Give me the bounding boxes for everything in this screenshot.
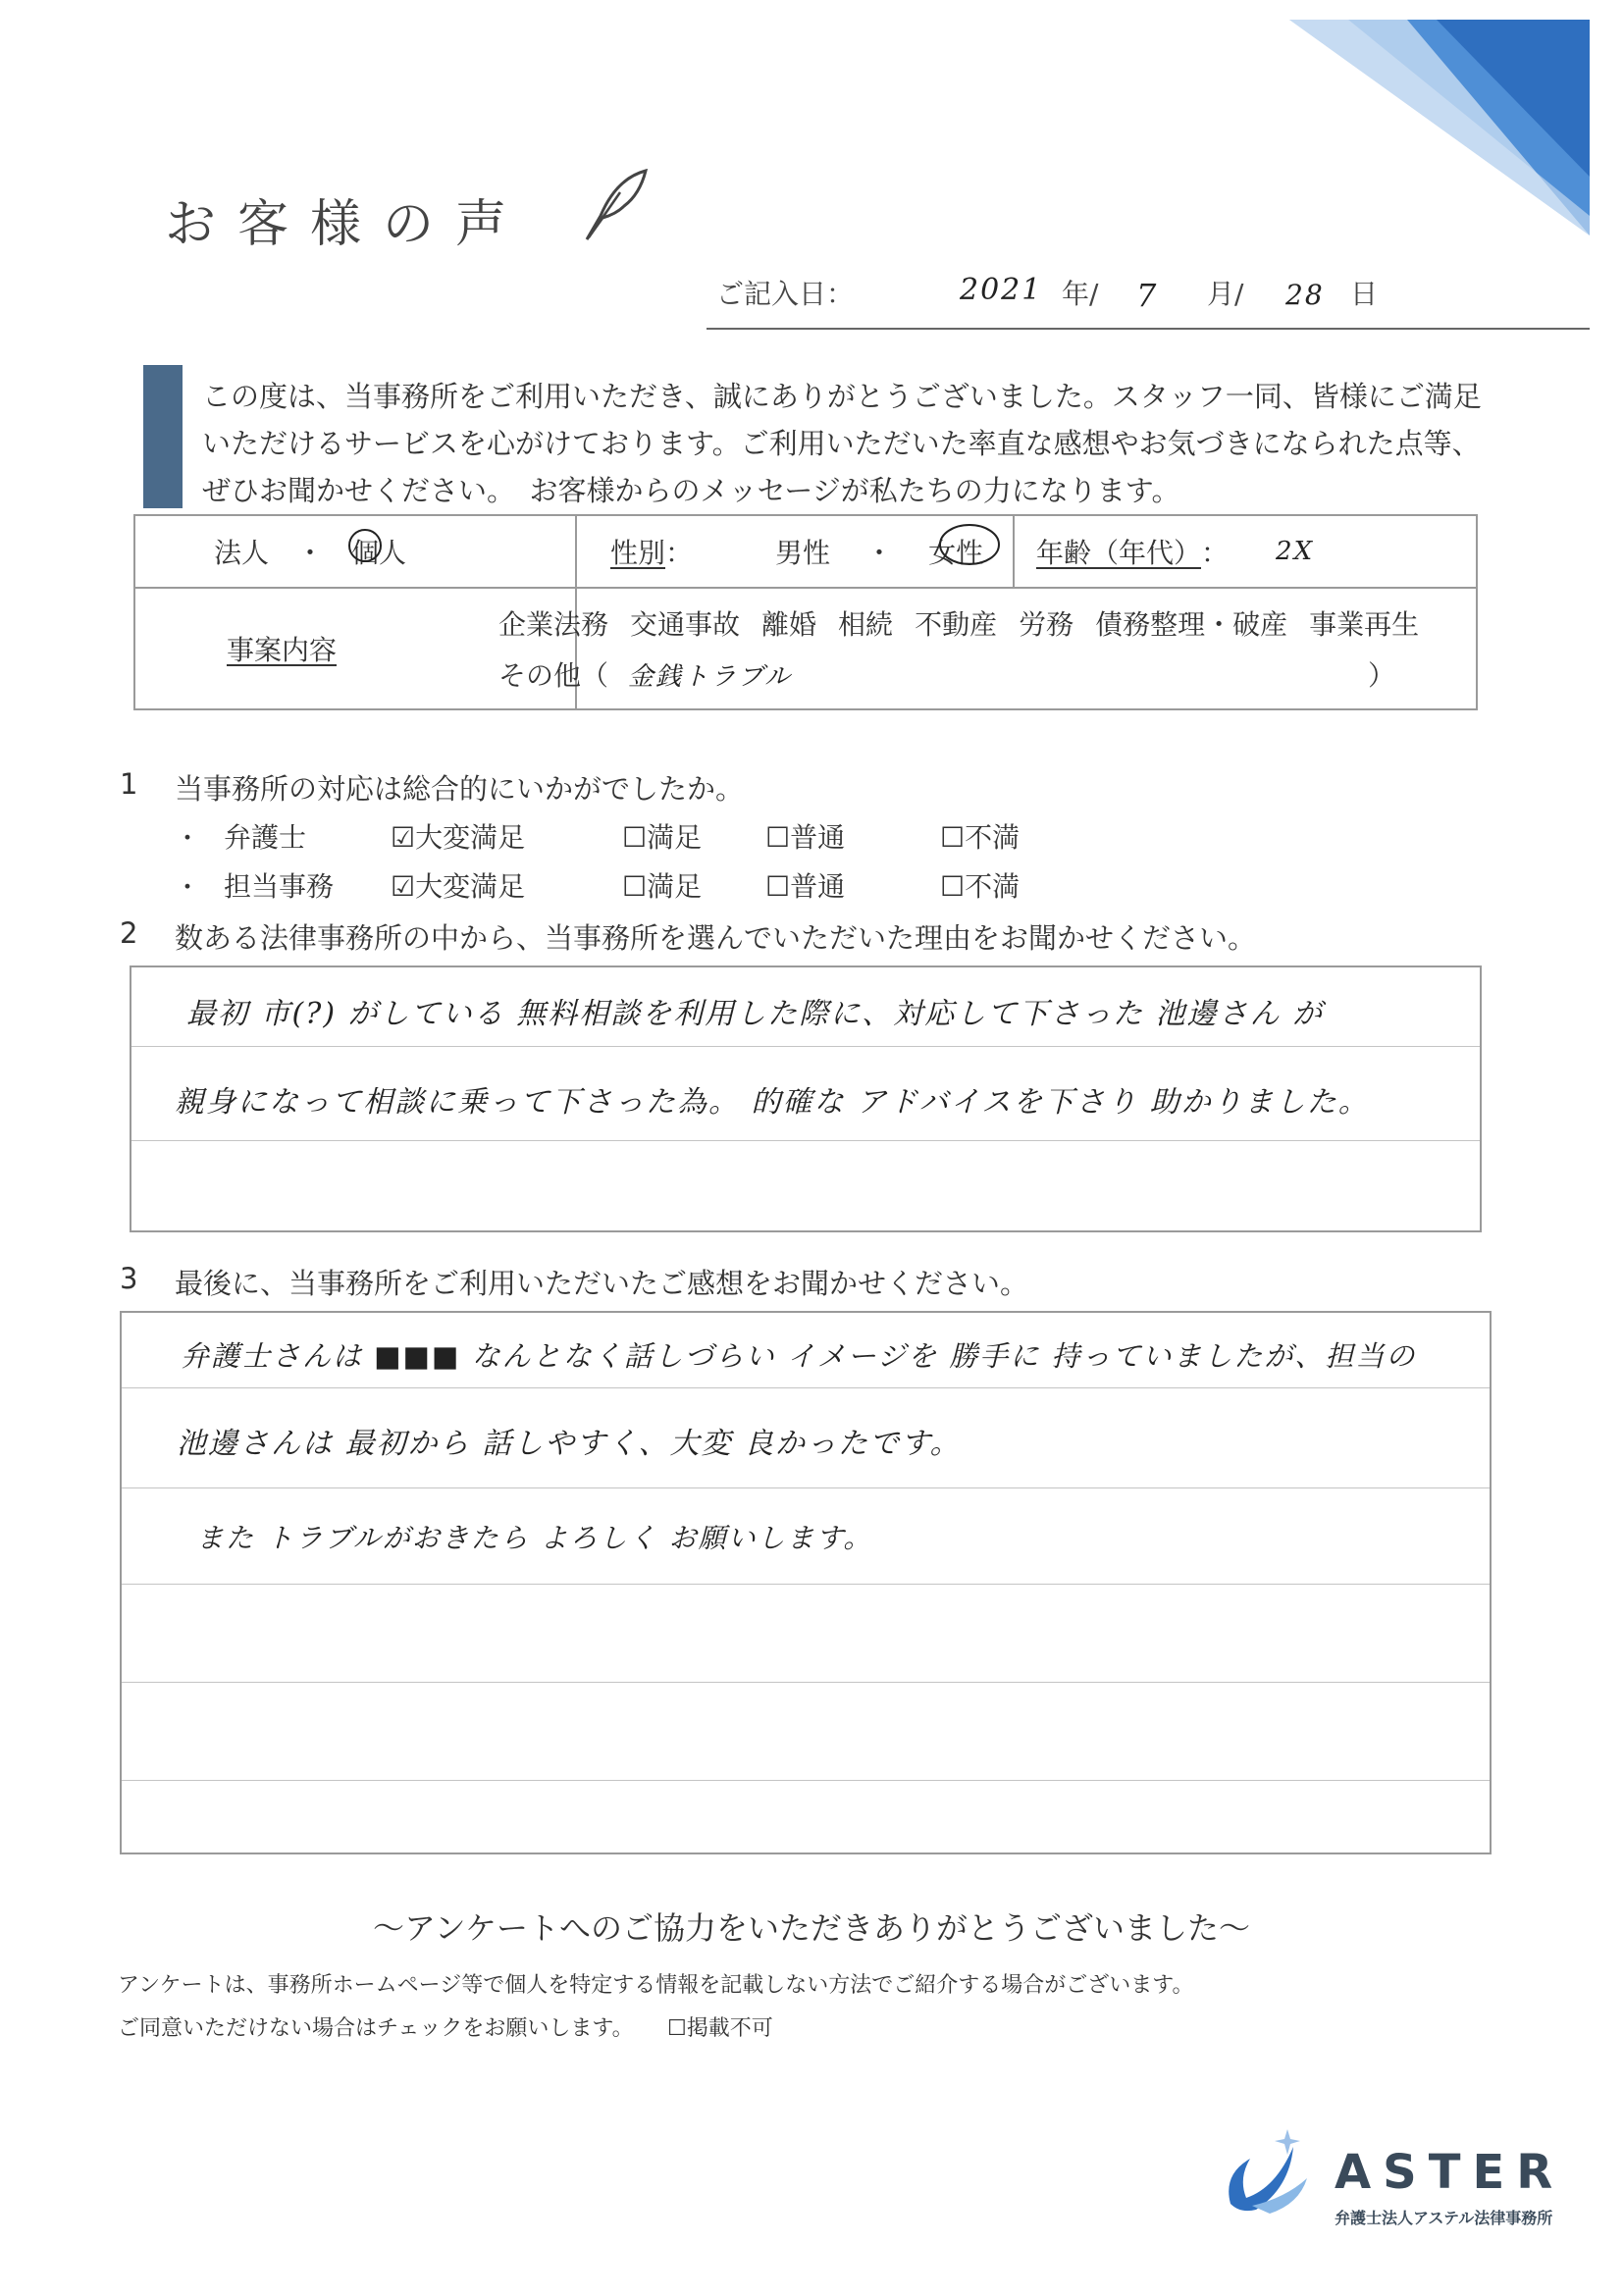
date-label: ご記入日： bbox=[716, 278, 855, 310]
gender-male: 男性 bbox=[775, 537, 831, 569]
q2-answer-box bbox=[130, 965, 1482, 1232]
firm-name: 弁護士法人アステル法律事務所 bbox=[1335, 2209, 1553, 2227]
year-unit: 年/ bbox=[1062, 278, 1099, 310]
ruled-line bbox=[122, 1584, 1490, 1585]
date-row bbox=[716, 273, 854, 312]
q1-text: 当事務所の対応は総合的にいかがでしたか。 bbox=[175, 772, 745, 806]
ruled-line bbox=[122, 1487, 1490, 1488]
q1-option: ☐普通 bbox=[765, 821, 846, 854]
consent-note: ご同意いただけない場合はチェックをお願いします。 bbox=[118, 2016, 634, 2041]
date-year: 2021 bbox=[960, 273, 1043, 307]
q1-row-label: 担当事務 bbox=[224, 870, 335, 903]
gender-female bbox=[928, 532, 983, 571]
case-option: 事業再生 bbox=[1309, 608, 1420, 641]
bullet: ・ bbox=[175, 824, 201, 854]
q1-row-label: 弁護士 bbox=[224, 821, 307, 854]
intro-accent-bar bbox=[143, 365, 183, 508]
gender-female-label: 女性 bbox=[928, 537, 984, 569]
case-option: 労務 bbox=[1019, 608, 1074, 641]
q1-option: ☐不満 bbox=[940, 870, 1021, 903]
q3-answer-line: 弁護士さんは ■■■ なんとなく話しづらい イメージを 勝手に 持っていましたが、担当の bbox=[181, 1339, 1417, 1373]
date-day: 28 bbox=[1285, 279, 1325, 311]
quill-icon bbox=[581, 169, 650, 241]
intro-line: この度は、当事務所をご利用いただき、誠にありがとうございました。スタッフ一同、皆様にご満足 bbox=[202, 380, 1482, 413]
gender-label: 性別 bbox=[610, 537, 666, 569]
case-other-close: ） bbox=[1367, 659, 1395, 692]
q2-text: 数ある法律事務所の中から、当事務所を選んでいただいた理由をお聞かせください。 bbox=[175, 921, 1257, 955]
age-label: 年齢（年代） bbox=[1036, 537, 1202, 569]
q2-answer-line: 親身になって相談に乗って下さった為。 的確な アドバイスを下さり 助かりました。 bbox=[175, 1085, 1370, 1120]
case-other-label: その他（ bbox=[498, 659, 609, 692]
no-publish-checkbox[interactable]: ☐掲載不可 bbox=[667, 2016, 773, 2041]
q1-option-checked: ☑大変満足 bbox=[391, 870, 526, 903]
q3-answer-line: また トラブルがおきたら よろしく お願いします。 bbox=[196, 1522, 873, 1554]
case-option: 企業法務 bbox=[498, 608, 609, 641]
case-option: 債務整理・破産 bbox=[1095, 608, 1288, 641]
q1-number: 1 bbox=[120, 767, 138, 801]
intro-line: いただけるサービスを心がけております。ご利用いただいた率直な感想やお気づきになられた点等、 bbox=[202, 427, 1481, 460]
q1-option: ☐満足 bbox=[622, 870, 703, 903]
age-colon: ： bbox=[1201, 537, 1230, 569]
q1-option-checked: ☑大変満足 bbox=[391, 821, 526, 854]
consent-note: アンケートは、事務所ホームページ等で個人を特定する情報を記載しない方法でご紹介する場合がございます。 bbox=[118, 1973, 1194, 1998]
aster-logo-text: ASTER bbox=[1335, 2145, 1565, 2200]
client-type-cell bbox=[134, 515, 576, 588]
day-unit: 日 bbox=[1350, 278, 1379, 310]
case-option: 交通事故 bbox=[630, 608, 741, 641]
thanks-message: ～アンケートへのご協力をいただきありがとうございました～ bbox=[372, 1909, 1251, 1947]
ruled-line bbox=[122, 1682, 1490, 1683]
q1-option: ☐普通 bbox=[765, 870, 846, 903]
case-other-value: 金銭トラブル bbox=[628, 661, 792, 692]
ruled-line bbox=[131, 1046, 1480, 1047]
age-cell bbox=[1014, 515, 1477, 588]
intro-text bbox=[202, 373, 1527, 514]
customer-info-table bbox=[133, 514, 1478, 710]
date-underline bbox=[707, 328, 1590, 330]
month-unit: 月/ bbox=[1207, 278, 1244, 310]
client-type-individual bbox=[351, 532, 406, 571]
separator: ・ bbox=[296, 537, 325, 569]
ruled-line bbox=[131, 1140, 1480, 1141]
bullet: ・ bbox=[175, 873, 201, 903]
gender-colon: ： bbox=[665, 537, 694, 569]
q3-number: 3 bbox=[120, 1262, 138, 1295]
intro-line: ぜひお聞かせください。 お客様からのメッセージが私たちの力になります。 bbox=[202, 474, 1180, 507]
q1-option: ☐不満 bbox=[940, 821, 1021, 854]
client-type-individual-label: 個人 bbox=[351, 537, 407, 569]
case-option: 相続 bbox=[838, 608, 894, 641]
aster-logo-icon bbox=[1217, 2119, 1323, 2218]
case-other bbox=[498, 654, 1476, 694]
case-label: 事案内容 bbox=[226, 634, 337, 666]
page-title: お客様の声 bbox=[165, 195, 529, 254]
client-type-corporate: 法人 bbox=[214, 537, 270, 569]
q2-number: 2 bbox=[120, 916, 138, 950]
separator: ・ bbox=[865, 537, 894, 569]
corner-decoration bbox=[1289, 20, 1590, 235]
q3-answer-box bbox=[120, 1311, 1492, 1854]
case-option: 離婚 bbox=[761, 608, 817, 641]
case-options-cell bbox=[498, 588, 1477, 709]
date-month: 7 bbox=[1136, 277, 1159, 314]
q1-option: ☐満足 bbox=[622, 821, 703, 854]
q3-answer-line: 池邊さんは 最初から 話しやすく、大変 良かったです。 bbox=[177, 1427, 962, 1461]
case-option: 不動産 bbox=[915, 608, 998, 641]
age-value: 2X bbox=[1276, 537, 1315, 566]
q2-answer-line: 最初 市(?) がしている 無料相談を利用した際に、対応して下さった 池邊さん が bbox=[186, 997, 1325, 1031]
circled-mark-icon bbox=[932, 520, 1001, 569]
gender-cell bbox=[576, 515, 1014, 588]
ruled-line bbox=[122, 1780, 1490, 1781]
q3-text: 最後に、当事務所をご利用いただいたご感想をお聞かせください。 bbox=[175, 1267, 1029, 1300]
circled-mark-icon bbox=[345, 524, 407, 569]
ruled-line bbox=[122, 1387, 1490, 1388]
case-options bbox=[498, 603, 1476, 643]
